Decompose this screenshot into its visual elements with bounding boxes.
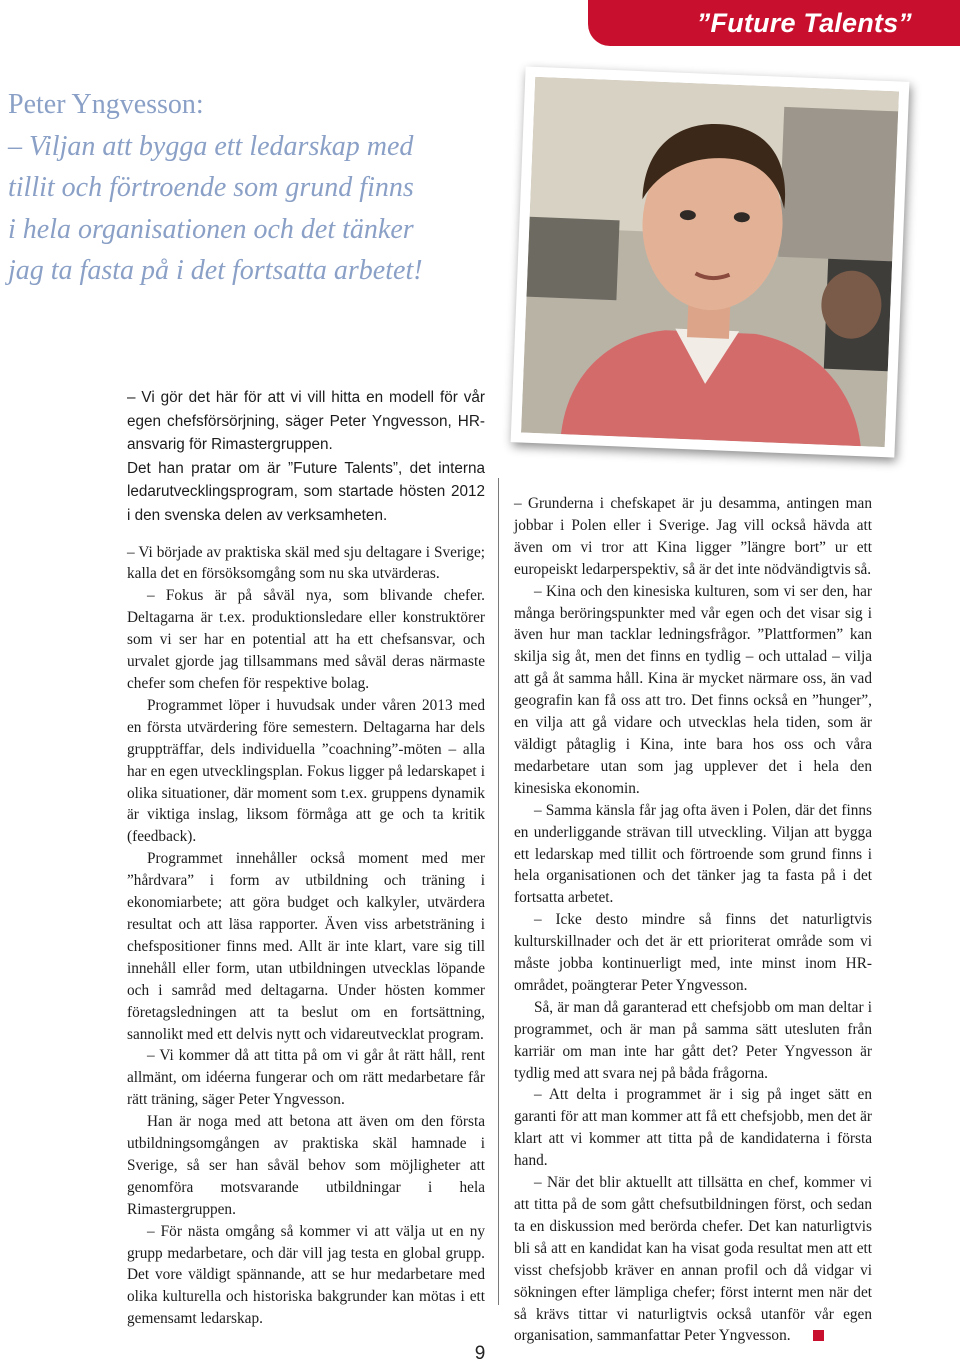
- pull-quote-line: – Viljan att bygga ett ledarskap med: [8, 130, 414, 162]
- body-paragraph: – Fokus är på såväl nya, som blivande chefer. Deltagarna är t.ex. produktionsledare eller konstruktörer som vi ser har en potential att ha ett chefsansvar, och urvalet gjorde jag tillsammans med såväl deras närmaste chefer som chefen för respektive bolag.: [127, 587, 485, 692]
- body-paragraph: – Vi kommer då att titta på om vi går åt rätt håll, rent allmänt, om idéerna fungerar och om rätt medarbetare får rätt träning, säger Peter Yngvesson.: [127, 1047, 485, 1109]
- end-of-article-square-icon: [813, 1330, 824, 1341]
- body-paragraph: Han är noga med att betona att även om den första utbildningsomgången av praktiska skäl hamnade i Sverige, så ser han såväl behov som möjligheter att genomföra motsvarande utbildningar i hela Rimastergruppen.: [127, 1113, 485, 1218]
- body-paragraph: – Grunderna i chefskapet är ju desamma, antingen man jobbar i Polen eller i Sverige. Jag vill också hävda att även om vi tror att Kina ligger ”längre bort” ur ett europeiskt ledarperspektiv, så är det inte nödvändigtvis så.: [514, 495, 872, 578]
- body-paragraph: – Att delta i programmet är i sig på inget sätt en garanti för att man kommer att få ett chefsjobb, men det är klart att vi kommer att titta på de kandidaterna i första hand.: [514, 1086, 872, 1170]
- portrait-photo: [511, 66, 910, 457]
- lead-paragraph: [127, 386, 485, 528]
- pull-quote: [8, 84, 448, 292]
- portrait-image: [521, 77, 899, 447]
- body-paragraph: – För nästa omgång så kommer vi att välja ut en ny grupp medarbetare, och där vill jag testa en global grupp. Det vore väldigt spännande, att se hur medarbetare med olika kulturella och historiska bakgrunder kan mötas i ett gemensamt ledarskap.: [127, 1222, 485, 1328]
- body-paragraph-final: [514, 1172, 872, 1347]
- body-paragraph: Programmet innehåller också moment med mer ”hårdvara” i form av utbildning och träning i ekonomiarbete; att göra budget och kalkyler, utvärdera resultat och att läsa rapporter. Även viss arbetsträning i chefspositioner finns med. Allt är inte klart, vare sig till innehåll eller form, utan utbildningen utvecklas löpande och i samråd med deltagarna. Under hösten kommer företagsledningen att ta beslut om en fortsättning, sannolikt med ett delvis nytt och vidareutvecklat program.: [127, 850, 485, 1043]
- body-paragraph: Så, är man då garanterad ett chefsjobb om man deltar i programmet, och är man på samma sätt utesluten från karriär om man inte har gått det? Peter Yngvesson är tydlig med att svara nej på båda frågorna.: [514, 998, 872, 1082]
- body-paragraph: – Icke desto mindre så finns det naturligtvis kulturskillnader och det är ett prioriterat område som vi måste jobba kontinuerligt med, inte minst inom HR-området, poängterar Peter Yngvesson.: [514, 911, 872, 994]
- column-divider: [498, 478, 499, 1305]
- article-column-left: [127, 386, 485, 1330]
- body-text: – När det blir aktuellt att tillsätta en chef, kommer vi att titta på de som gått chefsutbildningen först, och sedan ta en diskussion med berörda chefer. Det kan naturligtvis bli så att en kandidat kan ha visat goda resultat men att ett visst chefsjobb kräver en annan profil och då vidgar vi sökningen efter lämpliga chefer; först internt men när det så krävs tittar vi naturligtvis också utanför vår egen organisation, sammanfattar Peter Yngvesson.: [514, 1174, 872, 1345]
- pull-quote-line: tillit och förtroende som grund finns: [8, 172, 414, 203]
- article-column-right: [514, 493, 872, 1347]
- lead-text: – Vi gör det här för att vi vill hitta en modell för vår egen chefsförsörjning, säger Peter Yngvesson, HR-ansvarig för Rimastergruppen.: [127, 389, 485, 454]
- pull-quote-line: jag ta fasta på i det fortsatta arbetet!: [8, 255, 423, 286]
- lead-text: Det han pratar om är ”Future Talents”, det interna ledarutvecklingsprogram, som startade hösten 2012 i den svenska delen av verksamheten.: [127, 459, 485, 524]
- pull-quote-line: i hela organisationen och det tänker: [8, 213, 414, 245]
- section-banner: [588, 0, 960, 46]
- body-paragraph: – Samma känsla får jag ofta även i Polen, där det finns en underliggande strävan till utveckling. Viljan att bygga ett ledarskap med tillit och förtroende som grund finns i hela organisationen och det tänker jag ta fasta på i det fortsatta arbetet.: [514, 801, 872, 907]
- body-paragraph: – Vi började av praktiska skäl med sju deltagare i Sverige; kalla det en försöksomgång som nu ska utvärderas.: [127, 543, 485, 583]
- pull-quote-name: Peter Yngvesson:: [8, 89, 204, 120]
- body-paragraph: Programmet löper i huvudsak under våren 2013 med en första utvärdering före semestern. Deltagarna har dels gruppträffar, dels individuella ”coachning”-möten – alla har en egen utvecklingsplan. Fokus ligger på ledarskapet i olika situationer, där moment som t.ex. gruppens dynamik är viktiga inslag, liksom förmåga att ge och ta kritik (feedback).: [127, 696, 485, 846]
- section-label: ”Future Talents”: [696, 7, 912, 38]
- body-paragraph: – Kina och den kinesiska kulturen, som vi ser den, har många beröringspunkter med vår egen och det visar sig i även hur man tacklar ledningsfrågor. ”Plattformen” kan skilja sig åt, men det finns en tydlig – och uttalad – vilja att gå åt samma håll. Kina är mycket närmare oss, än vad geografin kan få oss att tro. Det finns också en ”hunger”, en vilja att gå vidare och utvecklas hela tiden, som är väldigt påtaglig i Kina, inte bara hos oss och våra medarbetare utan som jag upplever det i hela den kinesiska ekonomin.: [514, 582, 872, 797]
- page-number: 9: [474, 1343, 486, 1364]
